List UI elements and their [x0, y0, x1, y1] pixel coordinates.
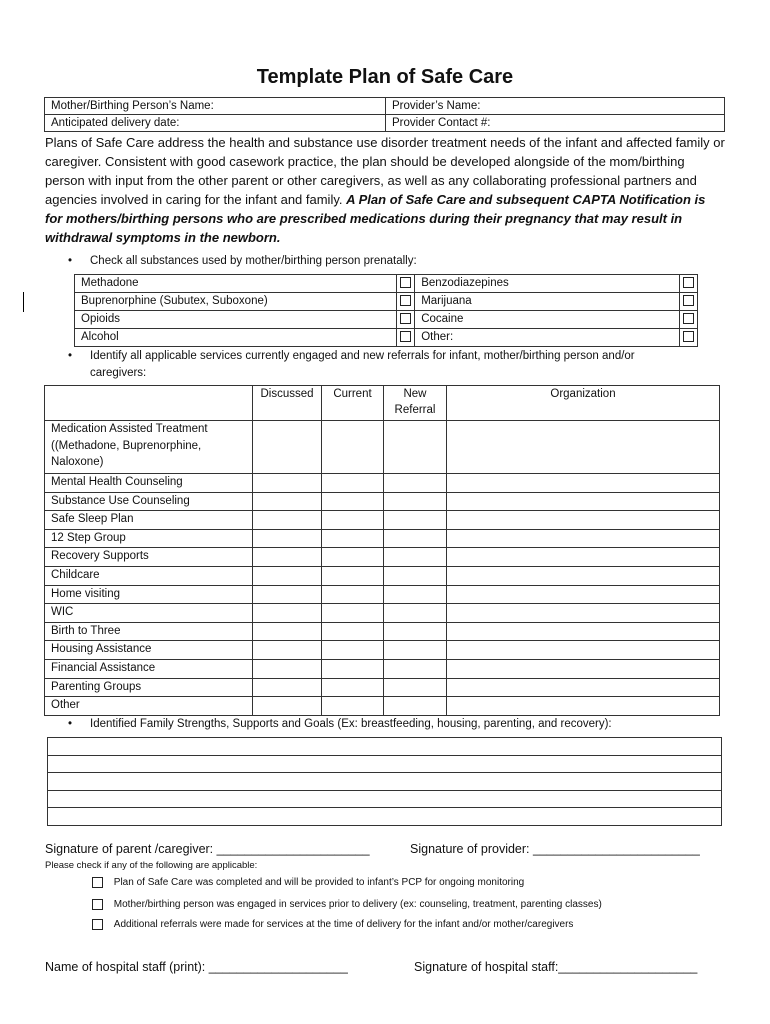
service-cell[interactable]	[384, 511, 447, 530]
substance-checkbox[interactable]	[679, 275, 697, 293]
provider-name-field[interactable]: Provider’s Name:	[386, 98, 725, 115]
service-label-mat: Medication Assisted Treatment ((Methadone, Buprenorphine, Naloxone)	[45, 421, 253, 474]
service-label: Financial Assistance	[45, 659, 253, 678]
check-note: Please check if any of the following are applicable:	[45, 860, 258, 871]
service-cell[interactable]	[322, 585, 384, 604]
service-cell[interactable]	[384, 678, 447, 697]
service-cell[interactable]	[322, 566, 384, 585]
service-cell[interactable]	[253, 585, 322, 604]
staff-name-line[interactable]: Name of hospital staff (print): ____________________	[45, 960, 348, 974]
service-cell[interactable]	[253, 697, 322, 716]
service-cell[interactable]	[253, 548, 322, 567]
mother-name-field[interactable]: Mother/Birthing Person’s Name:	[45, 98, 386, 115]
service-cell[interactable]	[384, 566, 447, 585]
substance-checkbox[interactable]	[397, 311, 415, 329]
strengths-line[interactable]	[48, 808, 722, 826]
service-cell[interactable]	[384, 474, 447, 493]
service-cell[interactable]	[253, 659, 322, 678]
check-item-label: Plan of Safe Care was completed and will be provided to infant’s PCP for ongoing monitoring	[113, 877, 525, 889]
service-label: Safe Sleep Plan	[45, 511, 253, 530]
service-cell[interactable]	[253, 492, 322, 511]
strengths-line[interactable]	[48, 773, 722, 791]
strengths-lines	[47, 737, 722, 826]
service-cell[interactable]	[322, 641, 384, 660]
substance-label: Benzodiazepines	[415, 275, 680, 293]
service-cell[interactable]	[447, 585, 720, 604]
service-label: Birth to Three	[45, 622, 253, 641]
service-cell[interactable]	[322, 421, 384, 474]
service-label: 12 Step Group	[45, 529, 253, 548]
service-cell[interactable]	[384, 548, 447, 567]
substances-instruction-text: Check all substances used by mother/birthing person prenatally:	[90, 255, 417, 267]
substance-checkbox[interactable]	[397, 329, 415, 347]
substance-checkbox[interactable]	[679, 311, 697, 329]
service-cell[interactable]	[322, 697, 384, 716]
bullet-icon: •	[68, 350, 73, 362]
check-item[interactable]	[92, 919, 573, 930]
service-cell[interactable]	[384, 697, 447, 716]
service-cell[interactable]	[322, 604, 384, 623]
service-cell[interactable]	[384, 421, 447, 474]
service-label: Substance Use Counseling	[45, 492, 253, 511]
service-cell[interactable]	[447, 566, 720, 585]
service-cell[interactable]	[447, 511, 720, 530]
service-cell[interactable]	[447, 604, 720, 623]
service-cell[interactable]	[322, 474, 384, 493]
provider-signature-line[interactable]: Signature of provider: ________________________	[410, 842, 700, 856]
service-cell[interactable]	[384, 585, 447, 604]
service-cell[interactable]	[253, 529, 322, 548]
intro-text: Plans of Safe Care address the health and substance use disorder treatment needs of the infant and affected family or caregiver. Consistent with good casework practice, the plan should be developed alongside of the mom/birthing person with input from the other parent or other caregivers, as well as any collaborating professional partners and agencies involved in caring for the infant and family.	[45, 135, 725, 207]
column-header-current: Current	[322, 386, 384, 421]
service-cell[interactable]	[384, 622, 447, 641]
service-cell[interactable]	[447, 529, 720, 548]
service-cell[interactable]	[322, 529, 384, 548]
service-cell[interactable]	[322, 548, 384, 567]
substances-instruction	[68, 253, 417, 270]
service-label: Recovery Supports	[45, 548, 253, 567]
service-label: Mental Health Counseling	[45, 474, 253, 493]
service-cell[interactable]	[447, 548, 720, 567]
strengths-instruction-text: Identified Family Strengths, Supports and Goals (Ex: breastfeeding, housing, parenting, and recovery):	[90, 718, 612, 730]
substance-label: Marijuana	[415, 293, 680, 311]
service-cell[interactable]	[447, 697, 720, 716]
bullet-icon: •	[68, 718, 73, 730]
substance-label: Methadone	[75, 275, 397, 293]
substance-checkbox[interactable]	[679, 293, 697, 311]
service-cell[interactable]	[253, 421, 322, 474]
service-cell[interactable]	[253, 604, 322, 623]
strengths-line[interactable]	[48, 738, 722, 756]
service-cell[interactable]	[384, 529, 447, 548]
delivery-date-field[interactable]: Anticipated delivery date:	[45, 115, 386, 132]
service-cell[interactable]	[253, 511, 322, 530]
service-header-blank	[45, 386, 253, 421]
check-item-label: Additional referrals were made for services at the time of delivery for the infant and/or mother/caregivers	[113, 919, 574, 931]
service-cell[interactable]	[253, 566, 322, 585]
provider-contact-field[interactable]: Provider Contact #:	[386, 115, 725, 132]
check-item[interactable]	[92, 899, 602, 910]
services-instruction	[68, 348, 690, 382]
substance-label: Other:	[415, 329, 680, 347]
service-cell[interactable]	[447, 622, 720, 641]
substance-label: Cocaine	[415, 311, 680, 329]
page-title: Template Plan of Safe Care	[256, 66, 514, 88]
substance-label: Buprenorphine (Subutex, Suboxone)	[75, 293, 397, 311]
bullet-icon: •	[68, 255, 73, 267]
service-cell[interactable]	[384, 604, 447, 623]
strengths-line[interactable]	[48, 790, 722, 808]
service-cell[interactable]	[447, 641, 720, 660]
column-header-organization: Organization	[447, 386, 720, 421]
services-instruction-text: Identify all applicable services currently engaged and new referrals for infant, mother/birthing person and/or caregivers:	[90, 350, 635, 379]
column-header-discussed: Discussed	[253, 386, 322, 421]
checkbox[interactable]	[92, 877, 103, 888]
service-cell[interactable]	[447, 421, 720, 474]
service-cell[interactable]	[384, 492, 447, 511]
service-label: Housing Assistance	[45, 641, 253, 660]
service-label: WIC	[45, 604, 253, 623]
identification-table	[44, 97, 725, 132]
intro-emphasis: A Plan of Safe Care and subsequent CAPTA Notification is for mothers/birthing persons who are prescribed medications during their pregnancy that may result in withdrawal symptoms in the newborn.	[45, 192, 706, 245]
service-cell[interactable]	[253, 474, 322, 493]
staff-signature-line[interactable]: Signature of hospital staff:____________________	[414, 960, 698, 974]
service-cell[interactable]	[384, 641, 447, 660]
service-label: Other	[45, 697, 253, 716]
service-cell[interactable]	[322, 622, 384, 641]
service-cell[interactable]	[322, 492, 384, 511]
service-cell[interactable]	[447, 474, 720, 493]
intro-paragraph	[45, 133, 725, 247]
strengths-instruction	[68, 716, 612, 733]
service-cell[interactable]	[322, 678, 384, 697]
service-cell[interactable]	[253, 622, 322, 641]
service-label: Childcare	[45, 566, 253, 585]
service-cell[interactable]	[447, 492, 720, 511]
text-cursor	[23, 292, 24, 312]
service-cell[interactable]	[322, 659, 384, 678]
substance-checkbox[interactable]	[397, 275, 415, 293]
service-cell[interactable]	[447, 678, 720, 697]
substances-table	[74, 274, 698, 347]
service-cell[interactable]	[447, 659, 720, 678]
service-label: Parenting Groups	[45, 678, 253, 697]
services-table	[44, 385, 720, 716]
service-cell[interactable]	[384, 659, 447, 678]
substance-label: Alcohol	[75, 329, 397, 347]
substance-label: Opioids	[75, 311, 397, 329]
service-cell[interactable]	[253, 641, 322, 660]
service-label: Home visiting	[45, 585, 253, 604]
checkbox[interactable]	[92, 899, 103, 910]
strengths-line[interactable]	[48, 755, 722, 773]
substance-checkbox[interactable]	[679, 329, 697, 347]
check-item[interactable]	[92, 877, 524, 888]
service-cell[interactable]	[253, 678, 322, 697]
parent-signature-line[interactable]: Signature of parent /caregiver: ______________________	[45, 842, 370, 856]
checkbox[interactable]	[92, 919, 103, 930]
service-cell[interactable]	[322, 511, 384, 530]
substance-checkbox[interactable]	[397, 293, 415, 311]
check-item-label: Mother/birthing person was engaged in services prior to delivery (ex: counseling, treatment, parenting classes)	[113, 899, 602, 911]
column-header-new-referral: New Referral	[384, 386, 447, 421]
